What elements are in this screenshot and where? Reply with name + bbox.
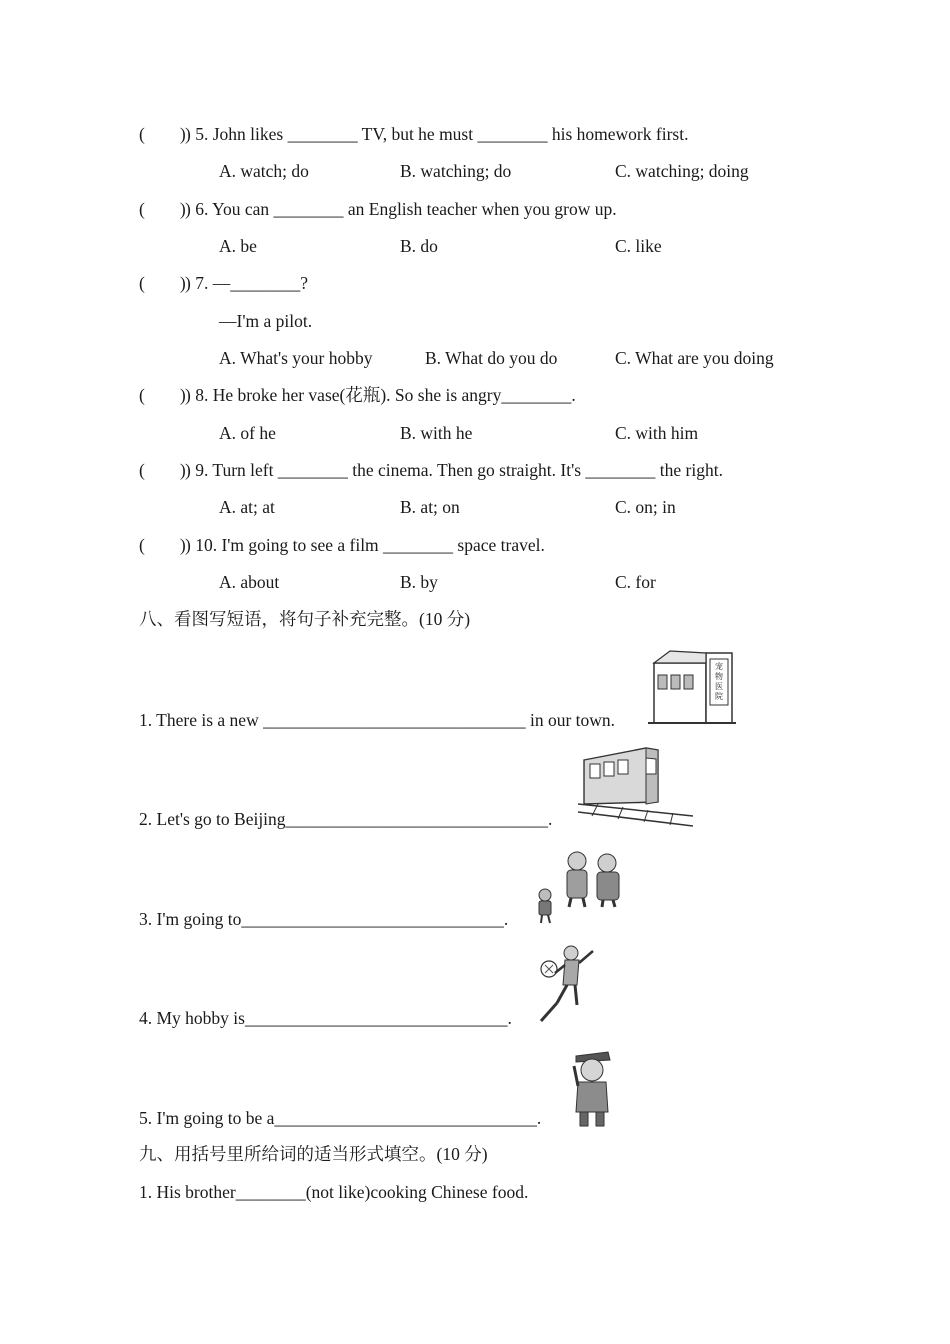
section-8-item-2: 2. Let's go to Beijing______________________________.	[139, 809, 553, 829]
option-c: C. watching; doing	[615, 161, 749, 181]
question-6: ) 6. You can ________ an English teacher when you grow up.	[185, 199, 617, 219]
question-number: 8.	[195, 385, 209, 405]
option-b: B. watching; do	[400, 161, 512, 181]
section-8-item-5: 5. I'm going to be a______________________________.	[139, 1108, 542, 1128]
section-8-item-3: 3. I'm going to______________________________.	[139, 909, 509, 929]
question-text: You can ________ an English teacher when you grow up.	[212, 199, 617, 219]
question-7: ) 7. —________?	[185, 273, 308, 293]
policeman-image	[566, 1042, 618, 1128]
section-9-heading: 九、用括号里所给词的适当形式填空。(10 分)	[139, 1144, 488, 1164]
hospital-sign-char: 医	[715, 682, 723, 691]
option-b: B. by	[400, 572, 438, 592]
answer-bracket[interactable]: ( )	[139, 460, 186, 480]
option-a: A. watch; do	[219, 161, 309, 181]
question-number: 9.	[195, 460, 209, 480]
section-8-item-1: 1. There is a new ______________________________ in our town.	[139, 710, 616, 730]
question-number: 7.	[195, 273, 209, 293]
section-8-heading: 八、看图写短语，将句子补充完整。(10 分)	[139, 609, 471, 629]
option-c: C. for	[615, 572, 656, 592]
question-text: I'm going to see a film ________ space travel.	[221, 535, 545, 555]
question-9: ) 9. Turn left ________ the cinema. Then go straight. It's ________ the right.	[185, 460, 723, 480]
dialogue-reply: —I'm a pilot.	[219, 311, 313, 331]
option-a: A. about	[219, 572, 280, 592]
football-image	[537, 943, 599, 1027]
question-text: John likes ________ TV, but he must ________ his homework first.	[212, 124, 689, 144]
hospital-sign-char: 院	[715, 692, 723, 701]
answer-bracket[interactable]: ( )	[139, 385, 186, 405]
question-number: 6.	[195, 199, 209, 219]
option-a: A. at; at	[219, 497, 275, 517]
question-text: Turn left ________ the cinema. Then go straight. It's ________ the right.	[212, 460, 723, 480]
option-b: B. at; on	[400, 497, 460, 517]
answer-bracket[interactable]: ( )	[139, 199, 186, 219]
grandparents-image	[533, 843, 633, 929]
question-5: ) 5. John likes ________ TV, but he must ________ his homework first.	[185, 124, 689, 144]
pet-hospital-image	[648, 645, 736, 727]
option-c: C. on; in	[615, 497, 676, 517]
section-9-item-1: 1. His brother________(not like)cooking Chinese food.	[139, 1182, 529, 1202]
option-c: C. What are you doing	[615, 348, 774, 368]
question-10: ) 10. I'm going to see a film ________ space travel.	[185, 535, 545, 555]
option-c: C. like	[615, 236, 662, 256]
hospital-sign-char: 宠	[715, 662, 723, 671]
answer-bracket[interactable]: ( )	[139, 124, 186, 144]
question-number: 10.	[195, 535, 218, 555]
question-number: 5.	[195, 124, 209, 144]
question-text: —________?	[212, 273, 308, 293]
hospital-sign-char: 物	[715, 672, 723, 681]
answer-bracket[interactable]: ( )	[139, 273, 186, 293]
section-8-item-4: 4. My hobby is______________________________.	[139, 1008, 512, 1028]
answer-bracket[interactable]: ( )	[139, 535, 186, 555]
question-text: He broke her vase(花瓶). So she is angry________.	[212, 385, 576, 405]
option-c: C. with him	[615, 423, 699, 443]
train-image	[578, 742, 693, 830]
option-b: B. What do you do	[425, 348, 558, 368]
option-a: A. What's your hobby	[219, 348, 373, 368]
option-a: A. be	[219, 236, 257, 256]
option-b: B. with he	[400, 423, 473, 443]
option-b: B. do	[400, 236, 438, 256]
question-8: ) 8. He broke her vase(花瓶). So she is angry________.	[185, 385, 576, 405]
option-a: A. of he	[219, 423, 276, 443]
